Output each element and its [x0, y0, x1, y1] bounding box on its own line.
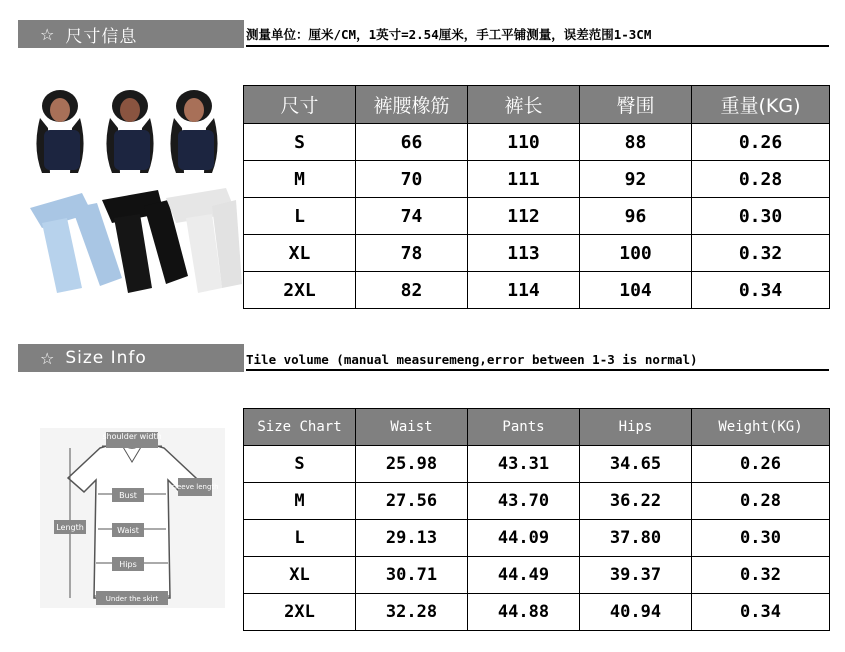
table-row	[244, 272, 830, 309]
section-title-cn: 尺寸信息	[65, 26, 138, 47]
table-cell: 44.09	[468, 520, 580, 557]
table-cell: 0.30	[692, 198, 830, 235]
table-cell: 40.94	[580, 594, 692, 631]
header-cell: 臀围	[580, 86, 692, 124]
table-cell: 70	[356, 161, 468, 198]
table-cell: 37.80	[580, 520, 692, 557]
table-cell: 113	[468, 235, 580, 272]
table-cell: 104	[580, 272, 692, 309]
star-outline-icon: ☆	[40, 24, 56, 44]
measurement-note-cn: 测量单位：厘米/CM，1英寸=2.54厘米，手工平铺测量，误差范围1-3CM	[246, 25, 829, 47]
table-row	[244, 557, 830, 594]
diagram-label-length: Length	[56, 523, 84, 532]
table-cell: S	[244, 124, 356, 161]
diagram-label-bust: Bust	[119, 491, 137, 500]
table-cell: 78	[356, 235, 468, 272]
header-cell: 尺寸	[244, 86, 356, 124]
table-cell: 114	[468, 272, 580, 309]
table-cell: 0.32	[692, 235, 830, 272]
table-row	[244, 124, 830, 161]
table-cell: XL	[244, 557, 356, 594]
table-cell: 39.37	[580, 557, 692, 594]
table-cell: 25.98	[356, 446, 468, 483]
measurement-diagram	[40, 428, 225, 608]
table-cell: 27.56	[356, 483, 468, 520]
table-cell: 74	[356, 198, 468, 235]
table-cell: 44.49	[468, 557, 580, 594]
measurement-note-en: Tile volume (manual measuremeng,error between 1-3 is normal)	[246, 349, 829, 371]
diagram-label-shoulder: shoulder width	[102, 432, 162, 441]
table-cell: 43.31	[468, 446, 580, 483]
table-cell: 2XL	[244, 272, 356, 309]
table-row	[244, 198, 830, 235]
table-cell: 0.34	[692, 272, 830, 309]
header-cell: Weight(KG)	[692, 409, 830, 446]
table-row	[244, 594, 830, 631]
table-cell: 36.22	[580, 483, 692, 520]
diagram-label-waist: Waist	[117, 526, 139, 535]
table-cell: 112	[468, 198, 580, 235]
table-cell: S	[244, 446, 356, 483]
table-cell: 96	[580, 198, 692, 235]
header-cell: 裤长	[468, 86, 580, 124]
table-cell: 0.26	[692, 124, 830, 161]
table-cell: 44.88	[468, 594, 580, 631]
table-cell: M	[244, 483, 356, 520]
header-cell: Waist	[356, 409, 468, 446]
table-cell: 0.28	[692, 161, 830, 198]
header-cell: Size Chart	[244, 409, 356, 446]
header-cell: 重量(KG)	[692, 86, 830, 124]
table-row	[244, 483, 830, 520]
size-table-inch	[243, 408, 830, 631]
header-cell: Pants	[468, 409, 580, 446]
table-row	[244, 446, 830, 483]
section-banner-en	[18, 344, 244, 372]
table-cell: 2XL	[244, 594, 356, 631]
table-cell: 100	[580, 235, 692, 272]
diagram-label-skirt: Under the skirt	[105, 595, 159, 603]
table-cell: 0.26	[692, 446, 830, 483]
table-cell: 110	[468, 124, 580, 161]
table-cell: 0.30	[692, 520, 830, 557]
diagram-label-sleeve: sleeve length	[171, 483, 219, 491]
diagram-label-hips: Hips	[119, 560, 137, 569]
table-cell: 82	[356, 272, 468, 309]
table-cell: XL	[244, 235, 356, 272]
table-header-row	[244, 409, 830, 446]
table-cell: 111	[468, 161, 580, 198]
section-banner-cn	[18, 20, 244, 48]
table-cell: 92	[580, 161, 692, 198]
table-cell: M	[244, 161, 356, 198]
table-cell: 32.28	[356, 594, 468, 631]
section-title-en: Size Info	[65, 348, 147, 368]
table-row	[244, 235, 830, 272]
table-cell: 0.28	[692, 483, 830, 520]
table-cell: 30.71	[356, 557, 468, 594]
table-cell: 29.13	[356, 520, 468, 557]
star-outline-icon: ☆	[40, 348, 56, 368]
header-cell: 裤腰橡筋	[356, 86, 468, 124]
header-cell: Hips	[580, 409, 692, 446]
table-cell: 0.32	[692, 557, 830, 594]
table-cell: 88	[580, 124, 692, 161]
table-cell: L	[244, 198, 356, 235]
table-header-row	[244, 86, 830, 124]
table-cell: 43.70	[468, 483, 580, 520]
table-cell: 0.34	[692, 594, 830, 631]
table-row	[244, 520, 830, 557]
table-row	[244, 161, 830, 198]
table-cell: L	[244, 520, 356, 557]
table-cell: 34.65	[580, 446, 692, 483]
product-photo	[22, 88, 242, 300]
size-table-cm	[243, 85, 830, 309]
table-cell: 66	[356, 124, 468, 161]
